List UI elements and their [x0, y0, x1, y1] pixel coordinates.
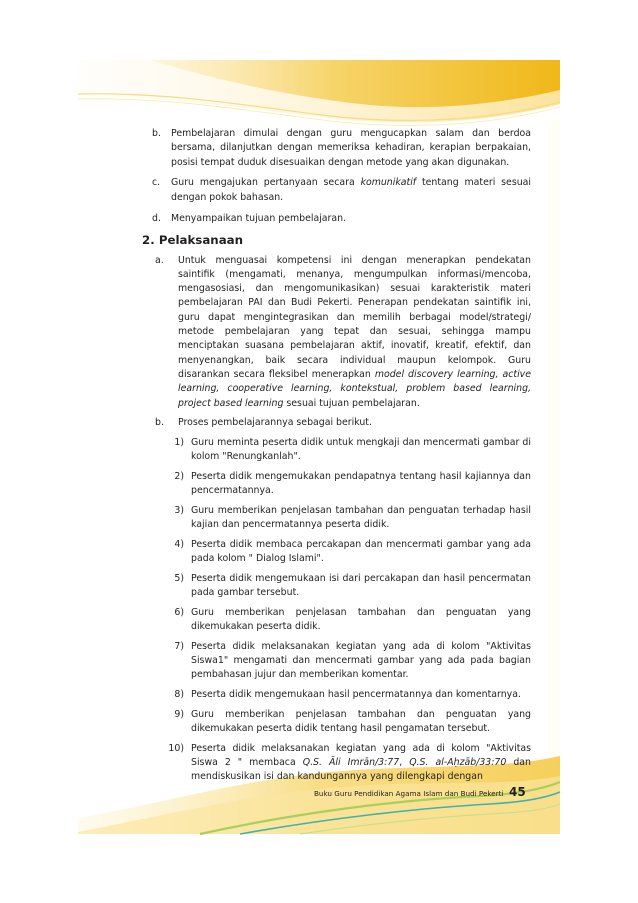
- step-number: 3): [174, 504, 184, 516]
- step-text: Guru meminta peserta didik untuk mengkaji dan mencermati gambar di kolom "Renungkanlah".: [191, 436, 531, 463]
- step-text: dan mendiskusikan isi dan kandungannya yang dilengkapi dengan: [191, 757, 531, 783]
- paragraph-text: sesuai tujuan pembelajaran.: [283, 397, 420, 409]
- list-item-c: [149, 176, 531, 205]
- section-number: 2.: [142, 232, 155, 247]
- step-text: Guru memberikan penjelasan tambahan dan penguatan yang dikemukakan peserta didik tentang hasil pengamatan tersebut.: [191, 708, 531, 735]
- paragraph-text: Untuk menguasai kompetensi ini dengan menerapkan pendekatan saintifik (mengamati, menanya, mengumpulkan informasi/mencoba, mengasosiasi, dan mengomunikasikan) sesuai karakteristik materi pembelajaran PAI dan Budi Pekerti. Penerapan pendekatan saintifik ini, guru dapat mengintegrasikan dan memilih berbagai model/strategi/ metode pembelajaran yang tepat dan sesuai, sehingga mampu menciptakan suasana pembelajaran aktif, inovatif, kreatif, efektif, dan menyenangkan, baik secara individual maupun kelompok. Guru disarankan secara fleksibel menerapkan: [178, 254, 531, 380]
- section-title: Pelaksanaan: [158, 232, 244, 247]
- list-item-text: Menyampaikan tujuan pembelajaran.: [171, 212, 347, 224]
- list-item-text: tentang materi sesuai dengan pokok bahasan.: [171, 177, 532, 203]
- step-number: 10): [168, 742, 184, 754]
- step-item: [164, 640, 531, 683]
- list-marker: c.: [152, 177, 161, 189]
- step-item: [164, 606, 531, 635]
- step-number: 2): [174, 470, 184, 482]
- content-column: [142, 127, 532, 790]
- step-number: 6): [174, 606, 184, 618]
- step-item: [164, 538, 531, 567]
- list-item-text: Guru mengajukan pertanyaan secara: [171, 177, 361, 189]
- step-number: 1): [174, 436, 184, 448]
- sub-item-a: [155, 254, 531, 411]
- list-item-b: [149, 127, 531, 170]
- step-item: [164, 470, 531, 499]
- step-text: Peserta didik mengemukaan hasil pencermatannya dan komentarnya.: [191, 689, 521, 701]
- step-item-10: [164, 742, 531, 785]
- step-item: [164, 572, 531, 601]
- step-text: Peserta didik melaksanakan kegiatan yang ada di kolom "Aktivitas Siswa1" mengamati dan mencermati gambar yang ada pada bagian pembahasan jujur dan memberikan komentar.: [191, 640, 531, 681]
- paragraph-text: Proses pembelajarannya sebagai berikut.: [178, 417, 372, 429]
- list-marker: b.: [155, 417, 164, 429]
- step-text: Peserta didik melaksanakan kegiatan yang ada di kolom "Aktivitas Siswa 2 " membaca: [191, 742, 531, 769]
- list-marker: b.: [152, 128, 161, 139]
- step-item: [164, 708, 531, 737]
- section-heading: [142, 233, 531, 248]
- sub-item-b: [155, 416, 531, 430]
- book-title: Buku Guru Pendidikan Agama Islam dan Budi Pekerti: [314, 789, 504, 798]
- list-item-d: [149, 212, 531, 226]
- step-text: Peserta didik mengemukakan pendapatnya tentang hasil kajiannya dan pencermatannya.: [191, 470, 531, 497]
- step-item: [164, 688, 531, 702]
- step-item: [164, 504, 531, 533]
- quran-reference: Q.S. Āli Imrān/3:77: [302, 757, 400, 769]
- step-number: 5): [174, 572, 184, 584]
- step-text: Peserta didik mengemukaan isi dari percakapan dan hasil pencermatan pada gambar tersebut.: [191, 572, 531, 599]
- steps-list: [149, 436, 531, 785]
- step-item: [164, 436, 531, 465]
- page-number: 45: [509, 785, 526, 799]
- list-marker: a.: [155, 254, 164, 266]
- italic-methods: model discovery learning, active learning, cooperative learning, kontekstual, problem based learning, project based learning: [178, 368, 531, 409]
- step-number: 4): [174, 538, 184, 550]
- step-number: 9): [174, 708, 184, 720]
- separator: ,: [399, 757, 410, 769]
- step-text: Peserta didik membaca percakapan dan mencermati gambar yang ada pada kolom " Dialog Islami".: [191, 538, 531, 565]
- list-marker: d.: [152, 212, 161, 224]
- step-text: Guru memberikan penjelasan tambahan dan penguatan terhadap hasil kajian dan pencermatannya peserta didik.: [191, 504, 531, 531]
- quran-reference: Q.S. al-Aḥzāb/33:70: [409, 757, 507, 769]
- step-text: Guru memberikan penjelasan tambahan dan penguatan yang dikemukakan peserta didik.: [191, 606, 531, 633]
- step-number: 8): [174, 689, 184, 701]
- italic-term: komunikatif: [360, 177, 417, 189]
- step-number: 7): [174, 640, 184, 652]
- list-item-text: Pembelajaran dimulai dengan guru mengucapkan salam dan berdoa bersama, dilanjutkan dengan memeriksa kehadiran, kerapian berpakaian, posisi tempat duduk disesuaikan dengan metode yang akan digunakan.: [171, 128, 531, 168]
